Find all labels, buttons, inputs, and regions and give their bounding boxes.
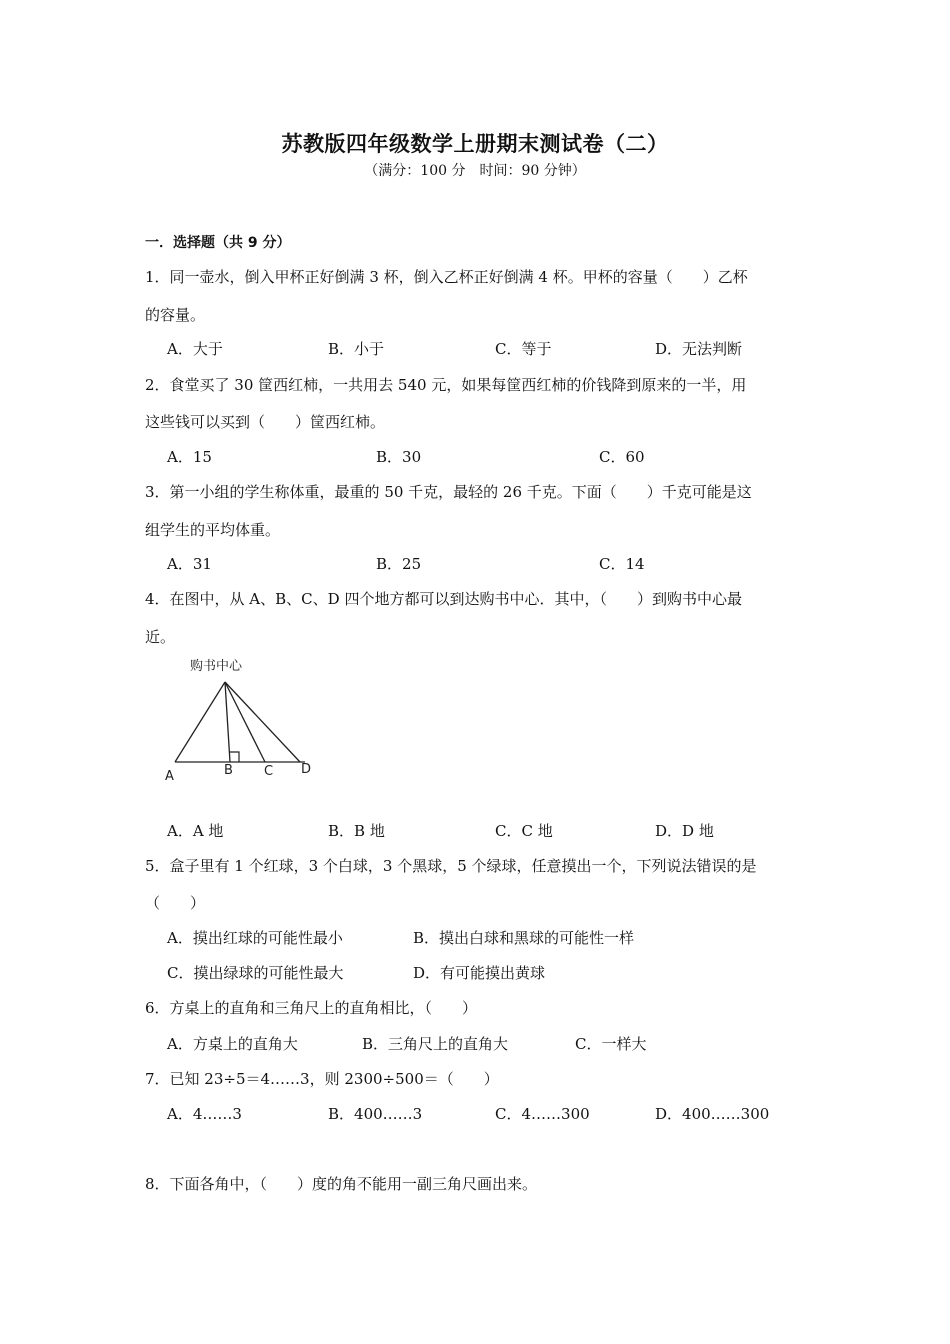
line-to-d xyxy=(225,682,300,762)
q4-option-a: A．A 地 xyxy=(167,822,224,840)
q6-option-a: A．方桌上的直角大 xyxy=(167,1035,298,1053)
point-b-label: B xyxy=(224,763,233,778)
bookstore-figure xyxy=(160,652,340,792)
question-4-line-1: 4．在图中，从 A、B、C、D 四个地方都可以到达购书中心．其中，（ ）到购书中心最 xyxy=(145,590,742,608)
q7-option-d: D．400……300 xyxy=(655,1105,770,1123)
question-7-line-1: 7．已知 23÷5＝4……3，则 2300÷500＝（ ） xyxy=(145,1070,499,1088)
q3-option-a: A．31 xyxy=(167,555,212,573)
q7-option-a: A．4……3 xyxy=(167,1105,242,1123)
q2-option-c: C．60 xyxy=(599,448,645,466)
line-to-c xyxy=(225,682,265,762)
q2-option-a: A．15 xyxy=(167,448,212,466)
q5-option-a: A．摸出红球的可能性最小 xyxy=(167,929,343,947)
question-6-line-1: 6．方桌上的直角和三角尺上的直角相比，（ ） xyxy=(145,999,478,1017)
question-1-line-2: 的容量。 xyxy=(145,306,206,324)
question-3-line-1: 3．第一小组的学生称体重，最重的 50 千克，最轻的 26 千克。下面（ ）千克可能是这 xyxy=(145,483,752,501)
question-2-line-1: 2．食堂买了 30 筐西红柿，一共用去 540 元，如果每筐西红柿的价钱降到原来的一半，用 xyxy=(145,376,747,394)
question-5-line-2: （ ） xyxy=(145,894,206,912)
q1-option-a: A．大于 xyxy=(167,340,223,358)
section-heading: 一．选择题（共 9 分） xyxy=(145,235,291,251)
question-4-line-2: 近。 xyxy=(145,628,176,646)
page-title: 苏教版四年级数学上册期末测试卷（二） xyxy=(281,132,669,156)
question-5-line-1: 5．盒子里有 1 个红球，3 个白球，3 个黑球，5 个绿球，任意摸出一个，下列说法错误的是 xyxy=(145,857,757,875)
q1-option-d: D．无法判断 xyxy=(655,340,743,358)
q5-option-b: B．摸出白球和黑球的可能性一样 xyxy=(413,929,635,947)
q6-option-c: C．一样大 xyxy=(575,1035,647,1053)
question-2-line-2: 这些钱可以买到（ ）筐西红柿。 xyxy=(145,413,386,431)
q5-option-c: C．摸出绿球的可能性最大 xyxy=(167,964,344,982)
q4-option-d: D．D 地 xyxy=(655,822,714,840)
q3-option-c: C．14 xyxy=(599,555,645,573)
q1-option-c: C．等于 xyxy=(495,340,552,358)
point-d-label: D xyxy=(301,762,312,777)
q4-option-b: B．B 地 xyxy=(328,822,385,840)
question-8-line-1: 8．下面各角中，（ ）度的角不能用一副三角尺画出来。 xyxy=(145,1175,538,1193)
q1-option-b: B．小于 xyxy=(328,340,385,358)
q7-option-c: C．4……300 xyxy=(495,1105,590,1123)
point-c-label: C xyxy=(264,764,274,779)
page-subtitle: （满分：100 分 时间：90 分钟） xyxy=(364,163,586,179)
right-angle-marker xyxy=(230,752,239,762)
q6-option-b: B．三角尺上的直角大 xyxy=(362,1035,509,1053)
q4-option-c: C．C 地 xyxy=(495,822,553,840)
question-3-line-2: 组学生的平均体重。 xyxy=(145,521,281,539)
q3-option-b: B．25 xyxy=(376,555,422,573)
line-to-a xyxy=(175,682,225,762)
q2-option-b: B．30 xyxy=(376,448,422,466)
line-to-b xyxy=(225,682,230,762)
point-a-label: A xyxy=(165,769,174,784)
figure-center-label: 购书中心 xyxy=(190,659,243,674)
q5-option-d: D．有可能摸出黄球 xyxy=(413,964,546,982)
question-1-line-1: 1．同一壶水，倒入甲杯正好倒满 3 杯，倒入乙杯正好倒满 4 杯。甲杯的容量（ ）乙杯 xyxy=(145,268,748,286)
q7-option-b: B．400……3 xyxy=(328,1105,423,1123)
